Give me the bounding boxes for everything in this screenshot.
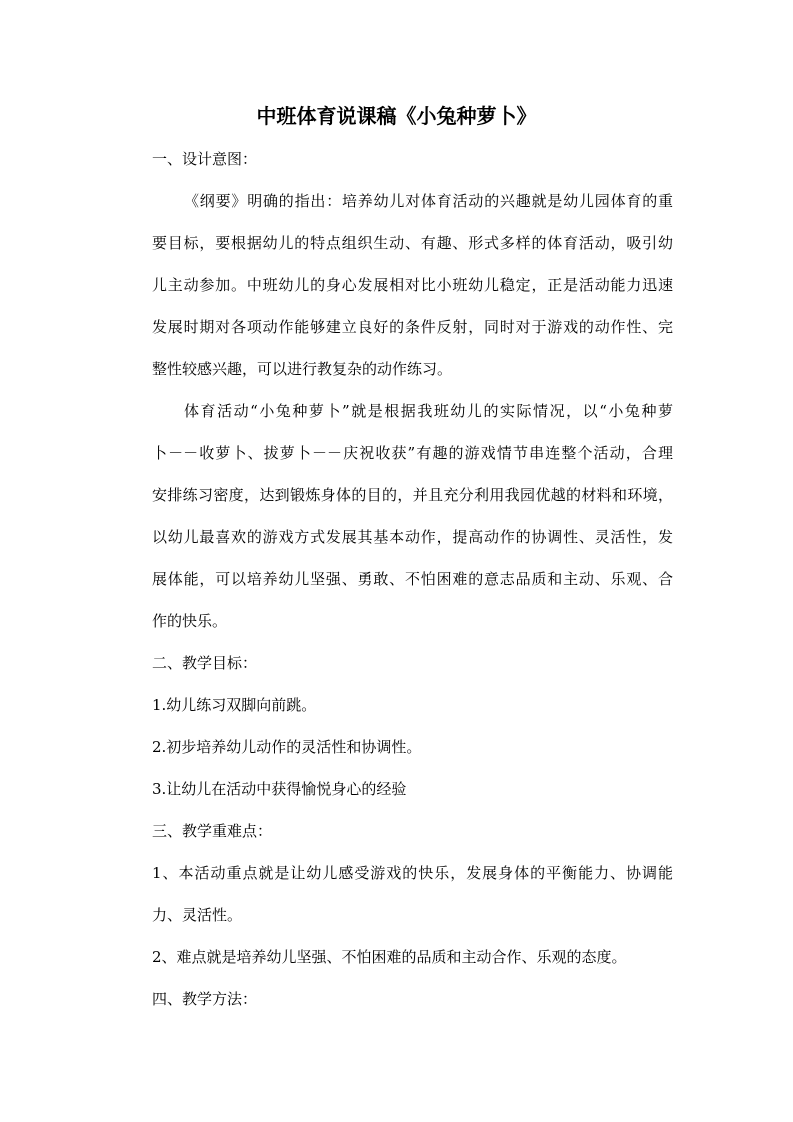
- paragraph-line: 展体能，可以培养幼儿坚强、勇敢、不怕困难的意志品质和主动、乐观、合: [152, 570, 673, 588]
- list-item: 1、本活动重点就是让幼儿感受游戏的快乐，发展身体的平衡能力、协调能: [152, 864, 673, 882]
- section-heading-teaching-goals: 二、教学目标：: [152, 654, 258, 672]
- paragraph-line: 发展时期对各项动作能够建立良好的条件反射，同时对于游戏的动作性、完: [152, 318, 673, 336]
- section-heading-key-points: 三、教学重难点：: [152, 822, 273, 840]
- section-heading-teaching-methods: 四、教学方法：: [152, 990, 258, 1008]
- list-item: 力、灵活性。: [152, 906, 243, 924]
- section-heading-design-intent: 一、设计意图：: [152, 150, 258, 168]
- paragraph-line: 儿主动参加。中班幼儿的身心发展相对比小班幼儿稳定，正是活动能力迅速: [152, 276, 673, 294]
- paragraph-line: 安排练习密度，达到锻炼身体的目的，并且充分利用我园优越的材料和环境，: [152, 486, 673, 504]
- paragraph-line: 体育活动“小兔种萝卜”就是根据我班幼儿的实际情况，以“小兔种萝: [184, 402, 673, 420]
- document-title: 中班体育说课稿《小兔种萝卜》: [256, 104, 537, 128]
- paragraph-line: 整性较感兴趣，可以进行教复杂的动作练习。: [152, 360, 453, 378]
- paragraph-line: 以幼儿最喜欢的游戏方式发展其基本动作，提高动作的协调性、灵活性，发: [152, 528, 673, 546]
- paragraph-line: 《纲要》明确的指出：培养幼儿对体育活动的兴趣就是幼儿园体育的重: [184, 192, 673, 210]
- list-item: 1.幼儿练习双脚向前跳。: [152, 696, 317, 714]
- paragraph-line: 要目标，要根据幼儿的特点组织生动、有趣、形式多样的体育活动，吸引幼: [152, 234, 673, 252]
- list-item: 2、难点就是培养幼儿坚强、不怕困难的品质和主动合作、乐观的态度。: [152, 948, 627, 966]
- list-item: 3.让幼儿在活动中获得愉悦身心的经验: [152, 780, 407, 798]
- paragraph-line: 卜－－收萝卜、拔萝卜－－庆祝收获”有趣的游戏情节串连整个活动，合理: [152, 444, 673, 462]
- paragraph-line: 作的快乐。: [152, 612, 228, 630]
- list-item: 2.初步培养幼儿动作的灵活性和协调性。: [152, 738, 422, 756]
